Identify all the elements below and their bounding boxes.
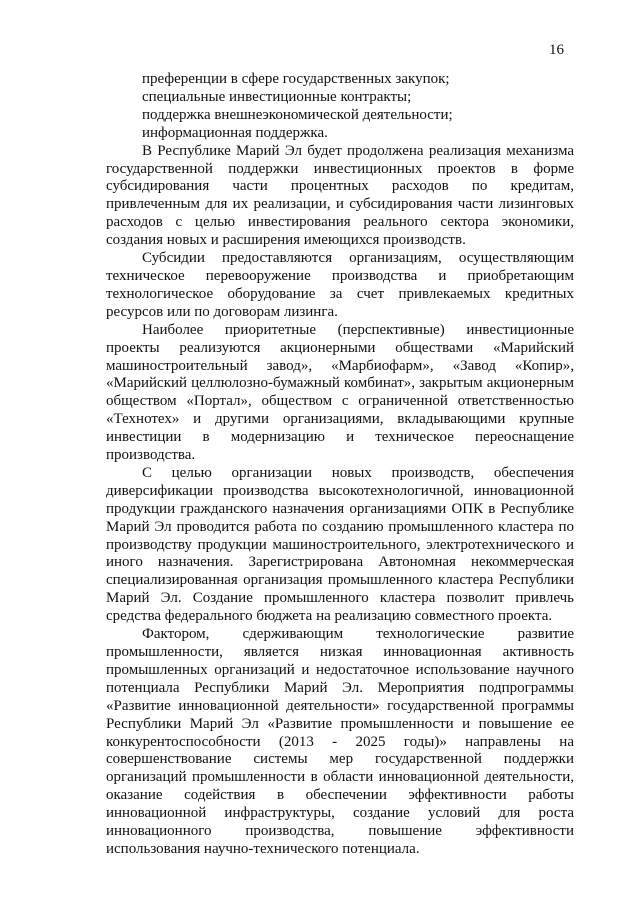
list-item: информационная поддержка.: [142, 124, 328, 141]
list-item: специальные инвестиционные контракты;: [142, 88, 412, 105]
paragraph: С целью организации новых производств, обеспечения диверсификации производства высокотехнологичной, инновационной продукции гражданского назначения организациями ОПК в Республике Марий Эл проводится работа по созданию промышленного кластера по производству продукции машиностроительного, электротехнического и иного назначения. Зарегистрирована Автономная некоммерческая специализированная организация промышленного кластера Республики Марий Эл. Создание промышленного кластера позволит привлечь средства федерального бюджета на реализацию совместного проекта.: [106, 464, 574, 625]
document-body: [106, 71, 574, 859]
paragraph: В Республике Марий Эл будет продолжена реализация механизма государственной поддержки инвестиционных проектов в форме субсидирования части процентных расходов по кредитам, привлеченным для их реализации, и субсидирования части лизинговых расходов с целью инвестирования реального сектора экономики, создания новых и расширения имеющихся производств.: [106, 142, 574, 249]
page-number: 16: [549, 42, 564, 58]
paragraph: Наиболее приоритетные (перспективные) инвестиционные проекты реализуются акционерными обществами «Марийский машиностроительный завод», «Марбиофарм», «Завод «Копир», «Марийский целлюлозно-бумажный комбинат», закрытым акционерным обществом «Портал», обществом с ограниченной ответственностью «Технотех» и другими организациями, вкладывающими крупные инвестиции в модернизацию и техническое переоснащение производства.: [106, 321, 574, 464]
paragraph: Фактором, сдерживающим технологические развитие промышленности, является низкая инновационная активность промышленных организаций и недостаточное использование научного потенциала Республики Марий Эл. Мероприятия подпрограммы «Развитие инновационной деятельности» государственной программы Республики Марий Эл «Развитие промышленности и повышение ее конкурентоспособности (2013 - 2025 годы)» направлены на совершенствование системы мер государственной поддержки организаций промышленности в области инновационной деятельности, оказание содействия в обеспечении эффективности работы инновационной инфраструктуры, создание условий для роста инновационного производства, повышение эффективности использования научно-технического потенциала.: [106, 626, 574, 857]
list-item: поддержка внешнеэкономической деятельности;: [142, 106, 453, 123]
list-item: преференции в сфере государственных закупок;: [142, 71, 450, 87]
paragraph: Субсидии предоставляются организациям, осуществляющим техническое перевооружение производства и приобретающим технологическое оборудование за счет привлекаемых кредитных ресурсов или по договорам лизинга.: [106, 250, 574, 320]
